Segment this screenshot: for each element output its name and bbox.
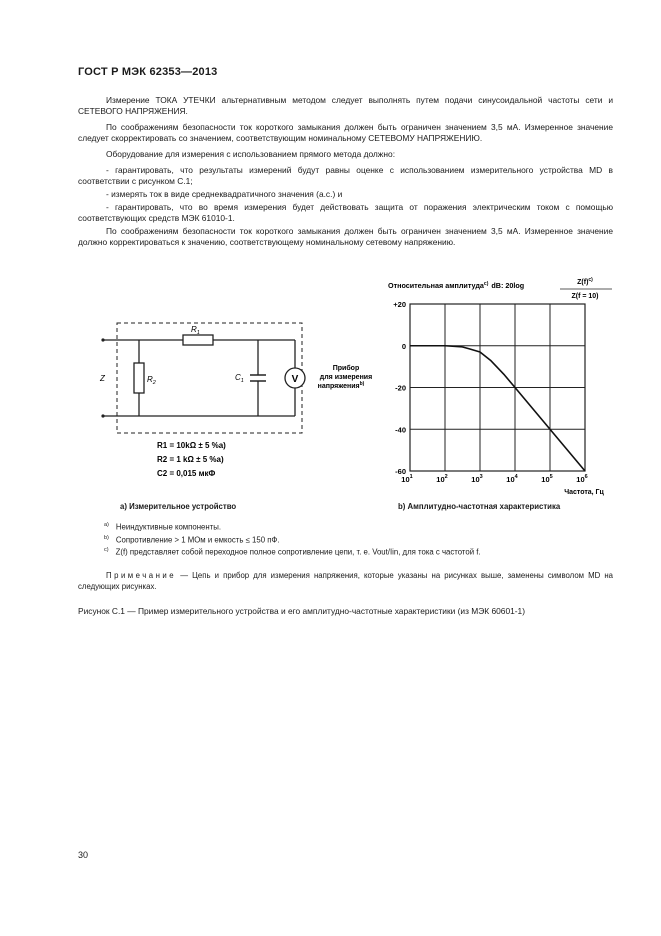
chart-title: Относительная амплитуда: [388, 281, 484, 290]
paragraph: По соображениям безопасности ток короткого замыкания должен быть ограничен значением 3,5 мА. Измеренное значение должно корректироваться к значению, соответствующему номинальному сетевому напряжению.: [78, 226, 613, 247]
spec-r2: R2 = 1 kΩ ± 5 %a): [157, 455, 224, 464]
paragraph: Измерение ТОКА УТЕЧКИ альтернативным методом следует выполнять путем подачи синусоидальной частоты сети и СЕТЕВОГО НАПРЯЖЕНИЯ.: [78, 95, 613, 116]
chart-title-denominator: Z(f = 10): [571, 293, 599, 300]
svg-text:Z(f)c): $Z(f)^{c)}$: [577, 277, 593, 286]
x-tick-label: $10^3$: [471, 474, 483, 484]
z-label: Z: [100, 374, 105, 383]
measuring-device-circuit: [95, 318, 373, 503]
svg-text:R1: $R_1$: [191, 325, 200, 336]
figure-a-caption: a) Измерительное устройство: [120, 502, 237, 511]
meter-description-line: напряжения: [317, 383, 360, 390]
note-label: Примечание: [106, 571, 177, 580]
r1-label: R: [191, 325, 197, 334]
paragraph: По соображениям безопасности ток короткого замыкания должен быть ограничен значением 3,5 мА. Измеренное значение следует скорректировать со значением, соответствующим номинальному СЕТЕВОМУ НАПРЯЖЕНИЮ.: [78, 122, 613, 143]
document-header: ГОСТ Р МЭК 62353—2013: [78, 66, 218, 78]
page-number: 30: [78, 850, 89, 860]
note-text: — Цепь и прибор для измерения напряжения, которые указаны на рисунках выше, заменены символом MD на следующих рисунках.: [78, 571, 613, 591]
spec-r1: R1 = 10kΩ ± 5 %a): [157, 441, 226, 450]
y-tick-label: -40: [395, 425, 406, 435]
x-tick-label: $10^4$: [506, 474, 518, 484]
footnote: $^{a)}$ Неиндуктивные компоненты.: [104, 522, 221, 532]
chart-title-unit: dB: 20log: [491, 281, 525, 290]
footnote: $^{b)}$ Сопротивление > 1 МОм и емкость ≤ 150 пФ.: [104, 534, 280, 545]
chart-title-numerator: Z(f): [577, 279, 589, 286]
terminal-top: [101, 338, 104, 341]
figure-caption: Рисунок С.1 — Пример измерительного устройства и его амплитудно-частотные характеристики (из МЭК 60601-1): [78, 606, 525, 616]
x-tick-label: $10^2$: [436, 474, 448, 484]
meter-description-line: для измерения: [319, 374, 373, 381]
svg-text:C1: $C_1$: [235, 373, 244, 384]
frequency-response-chart: [380, 278, 625, 518]
x-tick-label: $10^5$: [541, 474, 553, 484]
series-line: [410, 346, 585, 471]
y-tick-label: -60: [395, 467, 406, 476]
note: [78, 570, 613, 592]
paragraph: Оборудование для измерения с использованием прямого метода должно:: [106, 149, 396, 159]
resistor-r1: [183, 335, 213, 345]
x-tick-label: $10^6$: [576, 474, 588, 484]
svg-text:Относительная амплитудаc)dB: 2: Относительная амплитуда$^{c)}$ dB: 20log: [388, 281, 525, 290]
figure-b-caption: b) Амплитудно-частотная характеристика: [398, 502, 561, 511]
x-tick-label: $10^1$: [401, 474, 413, 484]
svg-text:напряженияb): напряжения$^{b)}$: [317, 381, 365, 390]
terminal-bottom: [101, 414, 104, 417]
meter-description-line: Прибор: [332, 365, 360, 372]
resistor-r2: [134, 363, 144, 393]
list-item: - гарантировать, что во время измерения будет действовать защита от поражения электрическим током с помощью соответствующих средств МЭК 61010-1.: [78, 202, 613, 223]
svg-text:R2: $R_2$: [147, 375, 156, 386]
y-tick-label: -20: [395, 383, 406, 393]
r2-label: R: [147, 375, 153, 384]
footnotes: [104, 520, 604, 558]
y-tick-label: 0: [401, 341, 406, 351]
spec-c2: C2 = 0,015 мкФ: [157, 469, 216, 478]
voltmeter-label: V: [291, 374, 299, 385]
x-axis-label: Частота, Гц: [564, 489, 604, 496]
y-tick-label: +20: [393, 300, 406, 309]
list-item: - гарантировать, что результаты измерений будут равны оценке с использованием измерительного устройства MD в соответствии с рисунком C.1;: [78, 165, 613, 186]
list-item: - измерять ток в виде среднеквадратичного значения (а.с.) и: [106, 189, 343, 199]
c1-label: C: [235, 373, 241, 382]
body-text: [78, 95, 613, 253]
footnote: $^{c)}$ Z(f) представляет собой переходное полное сопротивление цепи, т. е. Vout/Iin, для тока с частотой f.: [104, 547, 481, 557]
